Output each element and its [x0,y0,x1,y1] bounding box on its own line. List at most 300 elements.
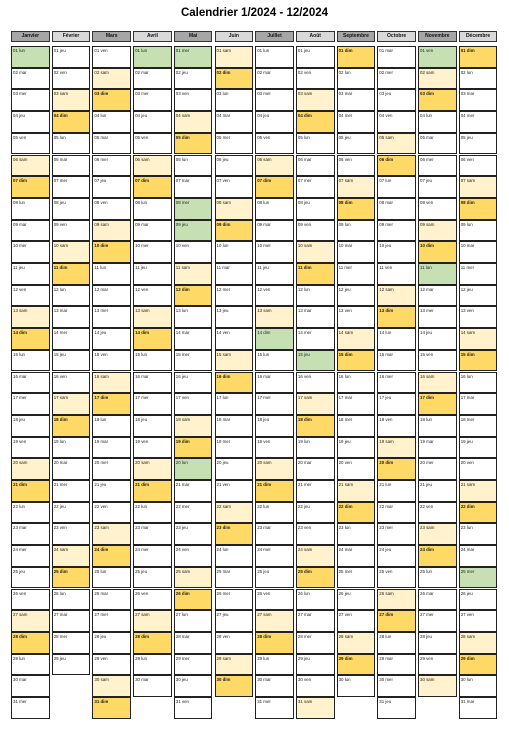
day-cell[interactable] [174,697,213,719]
day-cell[interactable] [52,133,91,155]
day-cell[interactable] [296,198,335,220]
day-cell[interactable] [296,697,335,719]
day-cell[interactable] [215,393,254,415]
day-cell[interactable] [174,675,213,697]
day-cell[interactable] [11,68,50,90]
day-cell[interactable] [296,502,335,524]
day-cell[interactable] [11,155,50,177]
day-cell[interactable] [337,632,376,654]
day-cell[interactable] [11,458,50,480]
day-cell[interactable] [377,306,416,328]
day-cell[interactable] [296,567,335,589]
day-cell[interactable] [11,545,50,567]
day-cell[interactable] [337,306,376,328]
day-cell[interactable] [52,68,91,90]
day-cell[interactable] [52,502,91,524]
day-cell[interactable] [418,523,457,545]
day-cell[interactable] [377,89,416,111]
day-cell[interactable] [337,241,376,263]
day-cell[interactable] [52,372,91,394]
day-cell[interactable] [11,176,50,198]
day-cell[interactable] [337,502,376,524]
day-cell[interactable] [459,675,498,697]
day-cell[interactable] [11,654,50,676]
day-cell[interactable] [377,502,416,524]
day-cell[interactable] [215,89,254,111]
day-cell[interactable] [418,68,457,90]
day-cell[interactable] [215,155,254,177]
day-cell[interactable] [52,589,91,611]
day-cell[interactable] [174,545,213,567]
day-cell[interactable] [337,46,376,68]
day-cell[interactable] [296,372,335,394]
day-cell[interactable] [418,610,457,632]
day-cell[interactable] [11,502,50,524]
day-cell[interactable] [133,111,172,133]
day-cell[interactable] [174,285,213,307]
day-cell[interactable] [377,198,416,220]
day-cell[interactable] [377,654,416,676]
day-cell[interactable] [11,437,50,459]
day-cell[interactable] [215,415,254,437]
day-cell[interactable] [377,372,416,394]
day-cell[interactable] [92,567,131,589]
day-cell[interactable] [52,155,91,177]
day-cell[interactable] [52,306,91,328]
day-cell[interactable] [52,480,91,502]
day-cell[interactable] [418,567,457,589]
day-cell[interactable] [92,675,131,697]
day-cell[interactable] [174,241,213,263]
day-cell[interactable] [52,654,91,676]
day-cell[interactable] [418,545,457,567]
day-cell[interactable] [92,350,131,372]
day-cell[interactable] [377,480,416,502]
day-cell[interactable] [11,46,50,68]
day-cell[interactable] [215,610,254,632]
day-cell[interactable] [215,111,254,133]
day-cell[interactable] [296,111,335,133]
day-cell[interactable] [52,610,91,632]
day-cell[interactable] [459,46,498,68]
day-cell[interactable] [92,285,131,307]
day-cell[interactable] [296,523,335,545]
day-cell[interactable] [174,480,213,502]
day-cell[interactable] [11,697,50,719]
day-cell[interactable] [337,133,376,155]
day-cell[interactable] [174,263,213,285]
day-cell[interactable] [133,133,172,155]
day-cell[interactable] [174,155,213,177]
day-cell[interactable] [377,241,416,263]
day-cell[interactable] [11,198,50,220]
day-cell[interactable] [215,133,254,155]
day-cell[interactable] [215,220,254,242]
day-cell[interactable] [418,393,457,415]
day-cell[interactable] [92,68,131,90]
day-cell[interactable] [92,89,131,111]
day-cell[interactable] [215,198,254,220]
day-cell[interactable] [92,328,131,350]
day-cell[interactable] [133,502,172,524]
day-cell[interactable] [174,328,213,350]
day-cell[interactable] [337,675,376,697]
day-cell[interactable] [337,68,376,90]
day-cell[interactable] [459,523,498,545]
day-cell[interactable] [11,632,50,654]
day-cell[interactable] [92,654,131,676]
day-cell[interactable] [52,241,91,263]
day-cell[interactable] [418,133,457,155]
day-cell[interactable] [92,306,131,328]
day-cell[interactable] [296,632,335,654]
day-cell[interactable] [92,502,131,524]
day-cell[interactable] [418,46,457,68]
day-cell[interactable] [255,393,294,415]
day-cell[interactable] [11,220,50,242]
day-cell[interactable] [418,502,457,524]
day-cell[interactable] [418,306,457,328]
day-cell[interactable] [337,567,376,589]
day-cell[interactable] [215,545,254,567]
day-cell[interactable] [377,68,416,90]
day-cell[interactable] [296,350,335,372]
day-cell[interactable] [133,155,172,177]
day-cell[interactable] [11,589,50,611]
day-cell[interactable] [52,220,91,242]
day-cell[interactable] [133,68,172,90]
day-cell[interactable] [296,610,335,632]
day-cell[interactable] [174,610,213,632]
day-cell[interactable] [337,458,376,480]
day-cell[interactable] [255,328,294,350]
day-cell[interactable] [459,372,498,394]
day-cell[interactable] [459,263,498,285]
day-cell[interactable] [174,46,213,68]
day-cell[interactable] [337,372,376,394]
day-cell[interactable] [215,263,254,285]
day-cell[interactable] [337,393,376,415]
day-cell[interactable] [92,632,131,654]
day-cell[interactable] [418,458,457,480]
day-cell[interactable] [52,328,91,350]
day-cell[interactable] [11,89,50,111]
day-cell[interactable] [377,263,416,285]
day-cell[interactable] [377,523,416,545]
day-cell[interactable] [92,393,131,415]
day-cell[interactable] [255,46,294,68]
day-cell[interactable] [418,437,457,459]
day-cell[interactable] [296,675,335,697]
day-cell[interactable] [52,350,91,372]
day-cell[interactable] [459,632,498,654]
day-cell[interactable] [255,285,294,307]
day-cell[interactable] [255,68,294,90]
day-cell[interactable] [418,198,457,220]
day-cell[interactable] [174,89,213,111]
day-cell[interactable] [215,372,254,394]
day-cell[interactable] [255,111,294,133]
day-cell[interactable] [52,523,91,545]
day-cell[interactable] [377,393,416,415]
day-cell[interactable] [92,589,131,611]
day-cell[interactable] [296,306,335,328]
day-cell[interactable] [133,241,172,263]
day-cell[interactable] [377,632,416,654]
day-cell[interactable] [255,306,294,328]
day-cell[interactable] [418,241,457,263]
day-cell[interactable] [133,567,172,589]
day-cell[interactable] [11,675,50,697]
day-cell[interactable] [174,68,213,90]
day-cell[interactable] [255,241,294,263]
day-cell[interactable] [11,241,50,263]
day-cell[interactable] [418,350,457,372]
day-cell[interactable] [255,589,294,611]
day-cell[interactable] [418,415,457,437]
day-cell[interactable] [459,198,498,220]
day-cell[interactable] [133,415,172,437]
day-cell[interactable] [296,480,335,502]
day-cell[interactable] [11,480,50,502]
day-cell[interactable] [215,241,254,263]
day-cell[interactable] [337,155,376,177]
day-cell[interactable] [133,545,172,567]
day-cell[interactable] [337,545,376,567]
day-cell[interactable] [11,610,50,632]
day-cell[interactable] [215,437,254,459]
day-cell[interactable] [337,437,376,459]
day-cell[interactable] [296,285,335,307]
day-cell[interactable] [296,589,335,611]
day-cell[interactable] [459,458,498,480]
day-cell[interactable] [92,610,131,632]
day-cell[interactable] [459,111,498,133]
day-cell[interactable] [296,155,335,177]
day-cell[interactable] [133,675,172,697]
day-cell[interactable] [133,372,172,394]
day-cell[interactable] [418,632,457,654]
day-cell[interactable] [459,328,498,350]
day-cell[interactable] [174,502,213,524]
day-cell[interactable] [92,697,131,719]
day-cell[interactable] [174,589,213,611]
day-cell[interactable] [92,458,131,480]
day-cell[interactable] [255,372,294,394]
day-cell[interactable] [52,458,91,480]
day-cell[interactable] [459,610,498,632]
day-cell[interactable] [459,480,498,502]
day-cell[interactable] [11,133,50,155]
day-cell[interactable] [174,523,213,545]
day-cell[interactable] [255,654,294,676]
day-cell[interactable] [296,46,335,68]
day-cell[interactable] [459,220,498,242]
day-cell[interactable] [418,220,457,242]
day-cell[interactable] [377,567,416,589]
day-cell[interactable] [52,632,91,654]
day-cell[interactable] [255,415,294,437]
day-cell[interactable] [337,523,376,545]
day-cell[interactable] [459,697,498,719]
day-cell[interactable] [133,89,172,111]
day-cell[interactable] [296,241,335,263]
day-cell[interactable] [255,697,294,719]
day-cell[interactable] [459,155,498,177]
day-cell[interactable] [296,458,335,480]
day-cell[interactable] [92,372,131,394]
day-cell[interactable] [296,415,335,437]
day-cell[interactable] [92,46,131,68]
day-cell[interactable] [52,263,91,285]
day-cell[interactable] [11,285,50,307]
day-cell[interactable] [377,675,416,697]
day-cell[interactable] [11,306,50,328]
day-cell[interactable] [418,480,457,502]
day-cell[interactable] [133,610,172,632]
day-cell[interactable] [92,198,131,220]
day-cell[interactable] [459,545,498,567]
day-cell[interactable] [133,523,172,545]
day-cell[interactable] [92,523,131,545]
day-cell[interactable] [92,176,131,198]
day-cell[interactable] [92,263,131,285]
day-cell[interactable] [296,68,335,90]
day-cell[interactable] [215,480,254,502]
day-cell[interactable] [255,263,294,285]
day-cell[interactable] [52,198,91,220]
day-cell[interactable] [215,328,254,350]
day-cell[interactable] [337,220,376,242]
day-cell[interactable] [459,393,498,415]
day-cell[interactable] [296,133,335,155]
day-cell[interactable] [255,632,294,654]
day-cell[interactable] [11,372,50,394]
day-cell[interactable] [459,502,498,524]
day-cell[interactable] [52,545,91,567]
day-cell[interactable] [418,589,457,611]
day-cell[interactable] [418,176,457,198]
day-cell[interactable] [377,610,416,632]
day-cell[interactable] [418,263,457,285]
day-cell[interactable] [459,415,498,437]
day-cell[interactable] [133,632,172,654]
day-cell[interactable] [174,372,213,394]
day-cell[interactable] [133,46,172,68]
day-cell[interactable] [377,437,416,459]
day-cell[interactable] [52,567,91,589]
day-cell[interactable] [377,285,416,307]
day-cell[interactable] [255,567,294,589]
day-cell[interactable] [337,654,376,676]
day-cell[interactable] [459,589,498,611]
day-cell[interactable] [255,437,294,459]
day-cell[interactable] [377,545,416,567]
day-cell[interactable] [174,654,213,676]
day-cell[interactable] [296,89,335,111]
day-cell[interactable] [459,133,498,155]
day-cell[interactable] [174,415,213,437]
day-cell[interactable] [255,545,294,567]
day-cell[interactable] [459,437,498,459]
day-cell[interactable] [215,46,254,68]
day-cell[interactable] [133,458,172,480]
day-cell[interactable] [11,328,50,350]
day-cell[interactable] [337,285,376,307]
day-cell[interactable] [337,589,376,611]
day-cell[interactable] [174,632,213,654]
day-cell[interactable] [215,68,254,90]
day-cell[interactable] [92,111,131,133]
day-cell[interactable] [296,545,335,567]
day-cell[interactable] [133,328,172,350]
day-cell[interactable] [133,306,172,328]
day-cell[interactable] [215,350,254,372]
day-cell[interactable] [459,350,498,372]
day-cell[interactable] [133,198,172,220]
day-cell[interactable] [11,263,50,285]
day-cell[interactable] [215,176,254,198]
day-cell[interactable] [255,675,294,697]
day-cell[interactable] [11,393,50,415]
day-cell[interactable] [215,675,254,697]
day-cell[interactable] [133,480,172,502]
day-cell[interactable] [337,350,376,372]
day-cell[interactable] [459,285,498,307]
day-cell[interactable] [418,372,457,394]
day-cell[interactable] [337,610,376,632]
day-cell[interactable] [133,589,172,611]
day-cell[interactable] [418,654,457,676]
day-cell[interactable] [52,176,91,198]
day-cell[interactable] [459,654,498,676]
day-cell[interactable] [133,263,172,285]
day-cell[interactable] [215,589,254,611]
day-cell[interactable] [174,567,213,589]
day-cell[interactable] [377,176,416,198]
day-cell[interactable] [11,415,50,437]
day-cell[interactable] [215,502,254,524]
day-cell[interactable] [337,415,376,437]
day-cell[interactable] [418,155,457,177]
day-cell[interactable] [459,306,498,328]
day-cell[interactable] [92,415,131,437]
day-cell[interactable] [337,198,376,220]
day-cell[interactable] [255,350,294,372]
day-cell[interactable] [92,155,131,177]
day-cell[interactable] [215,285,254,307]
day-cell[interactable] [377,46,416,68]
day-cell[interactable] [337,89,376,111]
day-cell[interactable] [174,133,213,155]
day-cell[interactable] [92,545,131,567]
day-cell[interactable] [377,155,416,177]
day-cell[interactable] [133,350,172,372]
day-cell[interactable] [133,393,172,415]
day-cell[interactable] [174,350,213,372]
day-cell[interactable] [377,415,416,437]
day-cell[interactable] [52,415,91,437]
day-cell[interactable] [459,89,498,111]
day-cell[interactable] [133,654,172,676]
day-cell[interactable] [459,567,498,589]
day-cell[interactable] [92,220,131,242]
day-cell[interactable] [377,328,416,350]
day-cell[interactable] [215,306,254,328]
day-cell[interactable] [337,328,376,350]
day-cell[interactable] [133,176,172,198]
day-cell[interactable] [11,111,50,133]
